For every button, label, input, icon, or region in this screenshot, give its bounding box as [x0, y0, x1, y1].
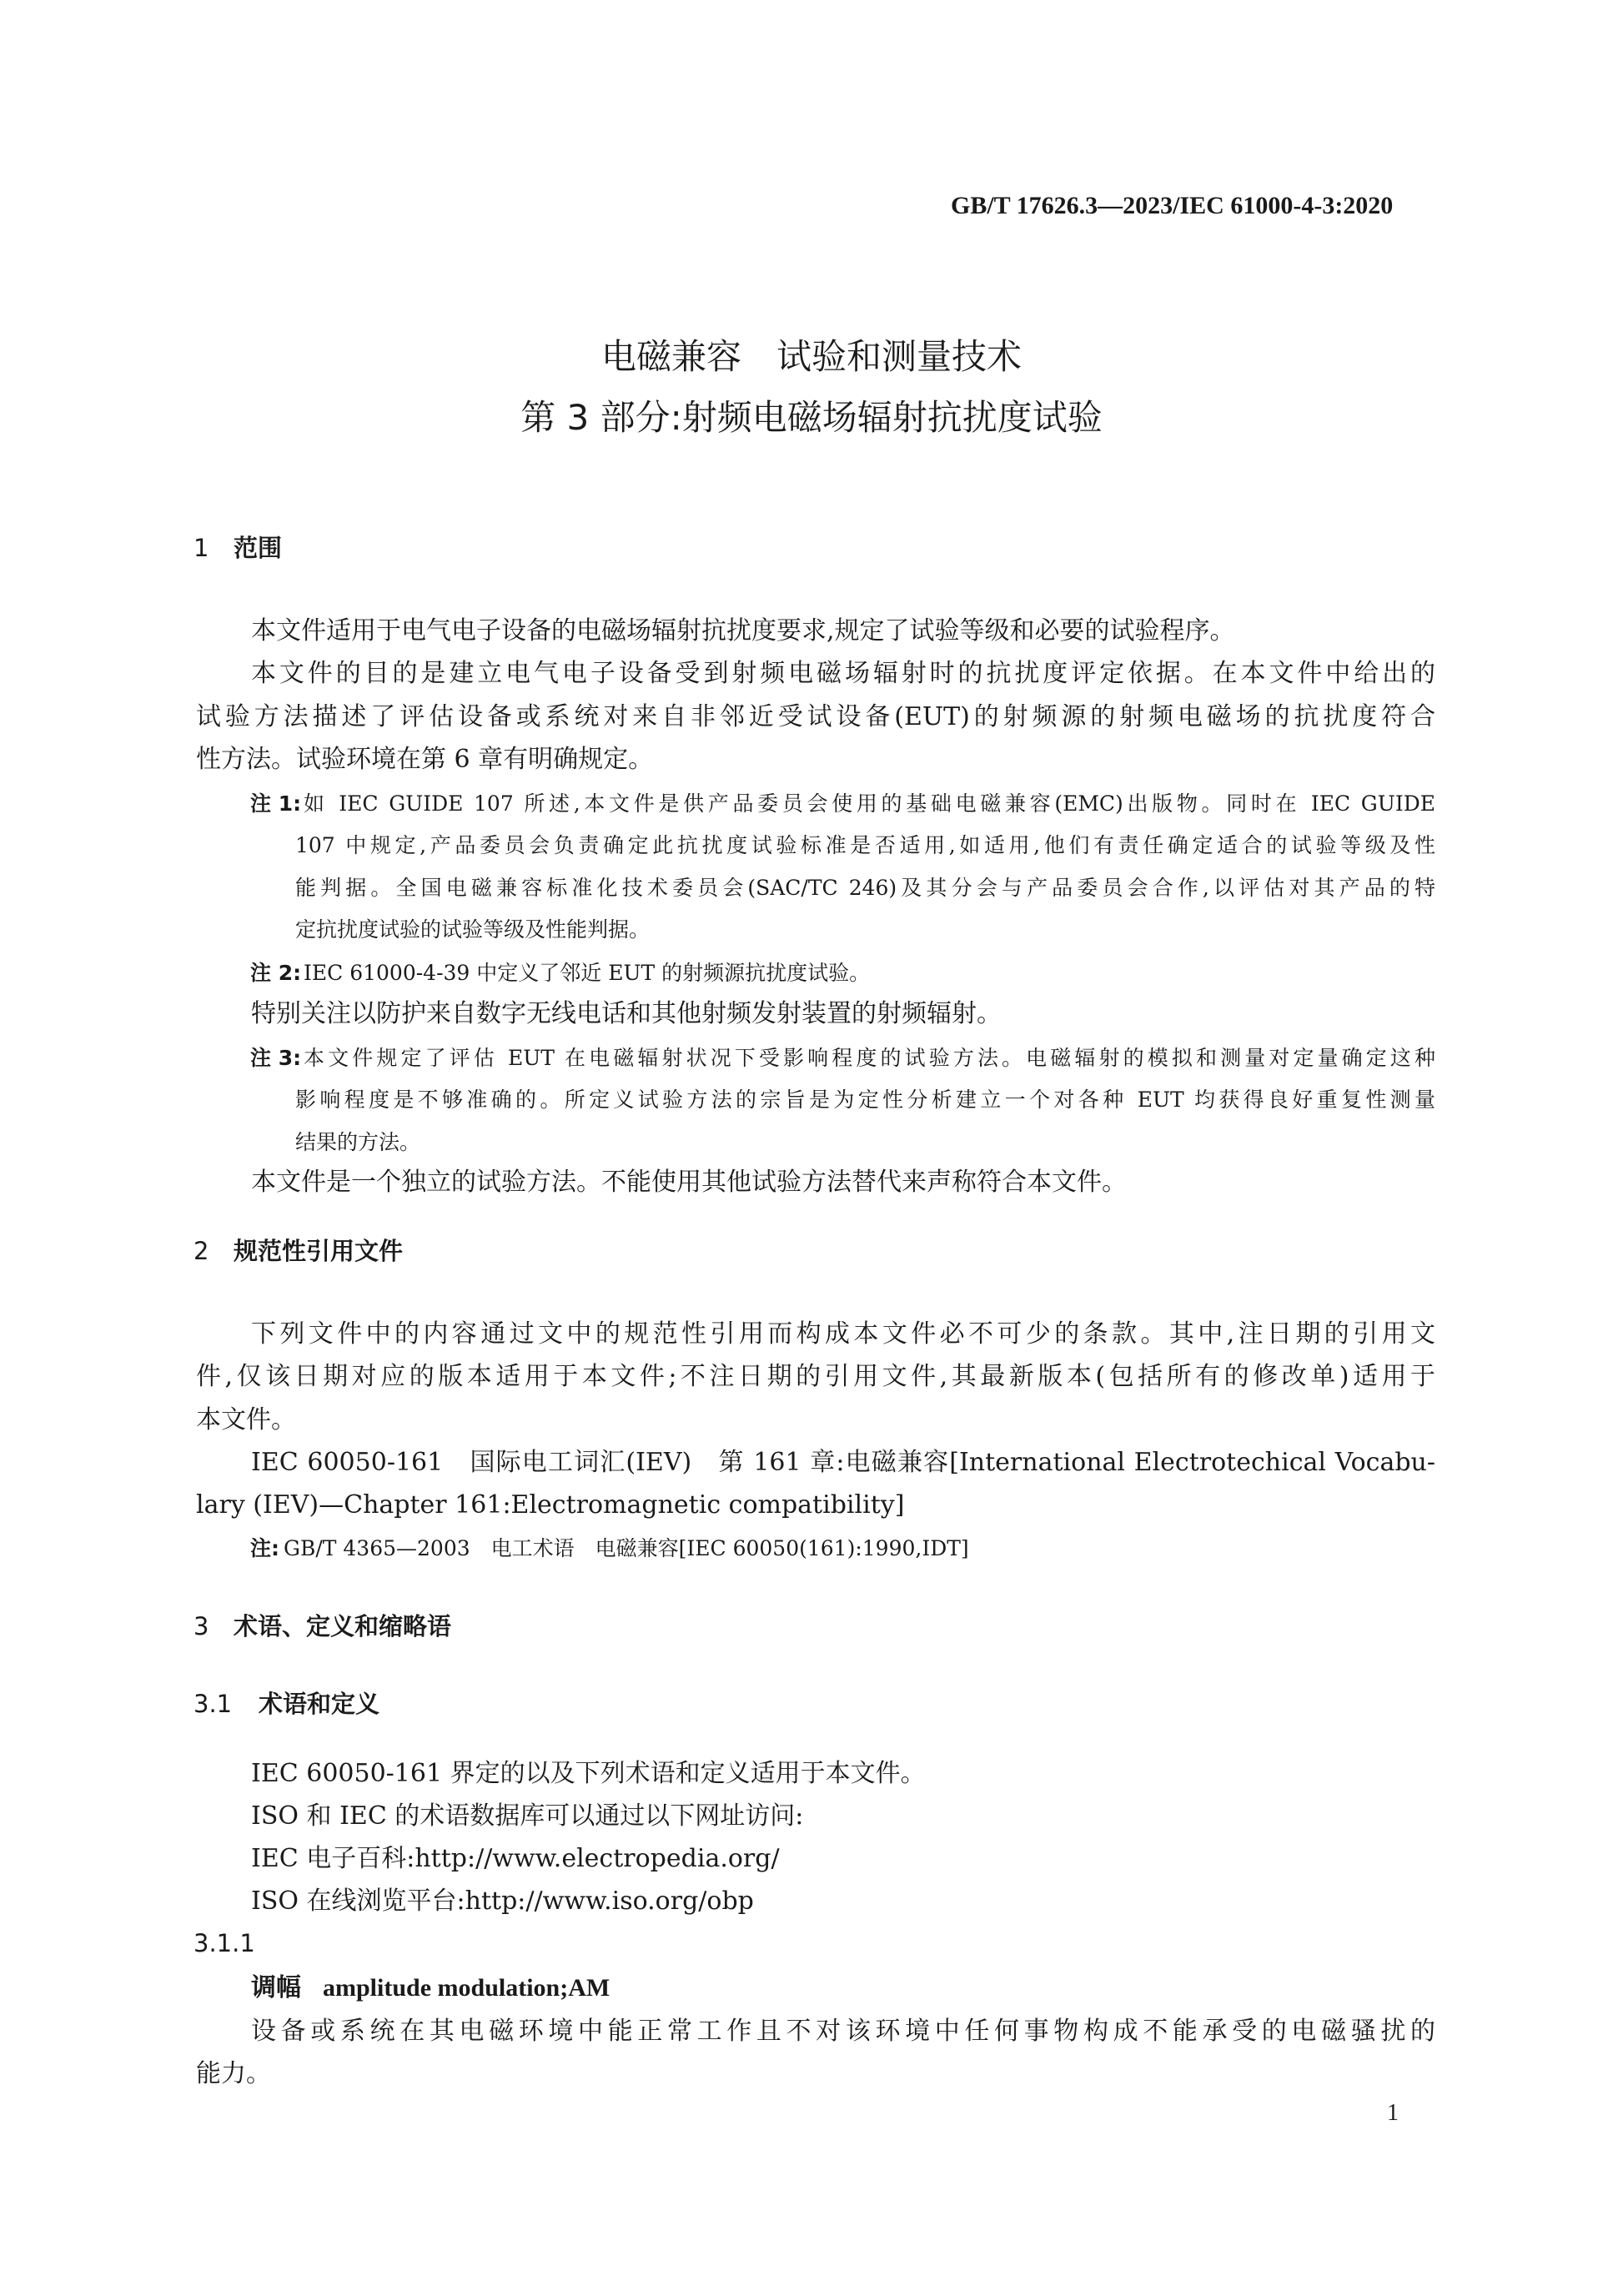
definition-line: 能力。	[196, 2059, 271, 2088]
note-line: GB/T 4365—2003 电工术语 电磁兼容[IEC 60050(161):1990,IDT]	[284, 1536, 969, 1560]
section-1-heading	[193, 530, 282, 564]
paragraph: IEC 电子百科:http://www.electropedia.org/	[251, 1844, 780, 1873]
note-label: 注 2:	[250, 961, 302, 985]
term-english: amplitude modulation;AM	[323, 1974, 611, 2002]
paragraph: 特别关注以防护来自数字无线电话和其他射频发射装置的射频辐射。	[251, 999, 1002, 1028]
definition-line: 设备或系统在其电磁环境中能正常工作且不对该环境中任何事物构成不能承受的电磁骚扰的	[251, 2017, 1435, 2046]
paragraph: ISO 和 IEC 的术语数据库可以通过以下网址访问:	[251, 1801, 804, 1831]
section-number: 1	[193, 534, 209, 562]
paragraph-line: 下列文件中的内容通过文中的规范性引用而构成本文件必不可少的条款。其中,注日期的引用文	[251, 1319, 1435, 1349]
note-line: 能判据。全国电磁兼容标准化技术委员会(SAC/TC 246)及其分会与产品委员会合作,以评估对其产品的特	[295, 876, 1435, 900]
reference-line: IEC 60050-161 国际电工词汇(IEV) 第 161 章:电磁兼容[International Electrotechical Vocabu-	[251, 1448, 1435, 1477]
note-label: 注:	[250, 1536, 279, 1560]
title-line-1: 电磁兼容 试验和测量技术	[600, 336, 1022, 377]
section-number: 2	[193, 1237, 209, 1265]
term-chinese: 调幅	[251, 1973, 301, 2002]
section-title: 规范性引用文件	[234, 1237, 404, 1265]
paragraph-line: 性方法。试验环境在第 6 章有明确规定。	[196, 745, 654, 774]
paragraph: ISO 在线浏览平台:http://www.iso.org/obp	[251, 1887, 754, 1916]
note-line: 如 IEC GUIDE 107 所述,本文件是供产品委员会使用的基础电磁兼容(EMC)出版物。同时在 IEC GUIDE	[304, 791, 1435, 816]
note-label: 注 3:	[250, 1046, 302, 1070]
note-line: 107 中规定,产品委员会负责确定此抗扰度试验标准是否适用,如适用,他们有责任确定适合的试验等级及性	[295, 833, 1435, 857]
title-line-2: 第 3 部分:射频电磁场辐射抗扰度试验	[520, 397, 1103, 438]
reference-line: lary (IEV)—Chapter 161:Electromagnetic compatibility]	[196, 1490, 905, 1520]
standard-number: GB/T 17626.3—2023/IEC 61000-4-3:2020	[951, 192, 1394, 219]
paragraph-line: 试验方法描述了评估设备或系统对来自非邻近受试设备(EUT)的射频源的射频电磁场的抗扰度符合	[196, 702, 1435, 731]
section-3-heading	[193, 1608, 451, 1642]
paragraph: IEC 60050-161 界定的以及下列术语和定义适用于本文件。	[251, 1759, 926, 1788]
term-entry	[251, 1967, 610, 2009]
note-line: 影响程度是不够准确的。所定义试验方法的宗旨是为定性分析建立一个对各种 EUT 均获得良好重复性测量	[295, 1088, 1435, 1112]
subsection-title: 术语和定义	[259, 1690, 380, 1718]
note-label: 注 1:	[250, 791, 302, 816]
note-line: 本文件规定了评估 EUT 在电磁辐射状况下受影响程度的试验方法。电磁辐射的模拟和测量对定量确定这种	[304, 1046, 1435, 1070]
paragraph: 本文件适用于电气电子设备的电磁场辐射抗扰度要求,规定了试验等级和必要的试验程序。	[251, 616, 1235, 646]
subsection-number: 3.1	[193, 1690, 233, 1718]
paragraph-line: 本文件。	[196, 1405, 296, 1434]
paragraph-line: 件,仅该日期对应的版本适用于本文件;不注日期的引用文件,其最新版本(包括所有的修改单)适用于	[196, 1362, 1435, 1391]
section-title: 范围	[234, 534, 283, 562]
note-line: 定抗扰度试验的试验等级及性能判据。	[295, 917, 651, 942]
paragraph: 本文件是一个独立的试验方法。不能使用其他试验方法替代来声称符合本文件。	[251, 1168, 1127, 1197]
term-number: 3.1.1	[193, 1929, 255, 1957]
note-line: 结果的方法。	[295, 1130, 421, 1154]
paragraph-line: 本文件的目的是建立电气电子设备受到射频电磁场辐射时的抗扰度评定依据。在本文件中给出的	[251, 659, 1435, 688]
subsection-heading	[193, 1686, 379, 1720]
section-title: 术语、定义和缩略语	[234, 1612, 452, 1640]
section-number: 3	[193, 1612, 209, 1640]
section-2-heading	[193, 1233, 403, 1267]
page-number: 1	[1387, 2100, 1399, 2126]
note-line: IEC 61000-4-39 中定义了邻近 EUT 的射频源抗扰度试验。	[304, 961, 871, 985]
